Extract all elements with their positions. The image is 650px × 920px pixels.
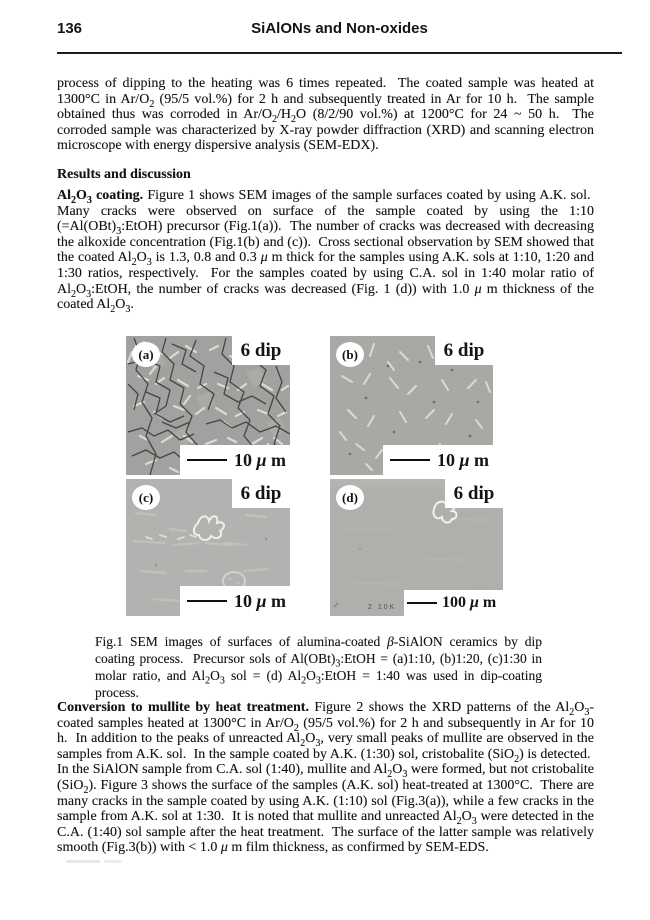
paragraph-al2o3-text: Figure 1 shows SEM images of the sample surfaces coated by using A.K. sol. Many cracks were observed on surface of the sample coated by using the 1:10 $(=Al(OBt)_3:EtOH)$ precursor (Fig.1(a)). The number of cracks was decreased with decreasing the alkoxide concentration (Fig.1(b) and (c)). Cross sectional observation by SEM showed that the coated $Al_2O_3$ is 1.3, 0.8 and 0.3 μ m thick for the samples using A.K. sols at 1:10, 1:20 and 1:30 ratios, respectively. For the samples coated by using C.A. sol in 1:40 molar ratio of $Al_2O_3:EtOH$, the number of cracks was decreased (Fig. 1 (d)) with 1.0 μ m thickness of the coated $Al_2O_3$. — [57, 188, 594, 315]
running-title: SiAlONs and Non-oxides — [251, 20, 428, 37]
paragraph-lead-conversion: Conversion to mullite by heat treatment. — [57, 700, 309, 715]
scale-bar-box-b — [383, 445, 493, 475]
panel-label-c: (c) — [132, 485, 160, 510]
scale-label-b: 10 μ m — [437, 449, 490, 470]
header-rule — [57, 52, 622, 54]
paragraph-experimental: process of dipping to the heating was 6 times repeated. The coated sample was heated at 1300°C in $Ar/O_2$ (95/5 vol.%) for 2 h and subsequently treated in Ar for 10 h. The sample obtained thus was corroded in $Ar/O_2/H_2O$ (8/2/90 vol.%) at 1200°C for 24 ~ 50 h. The corroded sample was characterized by X-ray powder diffraction (XRD) and scanning electron microscope with energy dispersive analysis (SEM-EDX). — [57, 76, 595, 154]
figure-1-caption: Fig.1 SEM images of surfaces of alumina-coated β-SiAlON ceramics by dip coating process. Precursor sols of $Al(OBt)_3:EtOH$ = (a)1:10, (b)1:20, (c)1:30 in molar ratio, and $Al_2O_3$ sol = (d) $Al_2O_3:EtOH$ = 1:40 was used in dip-coating process. — [95, 634, 542, 700]
panel-label-a: (a) — [132, 342, 160, 367]
scale-bar-line-a — [187, 459, 227, 462]
dip-count-label-d: 6 dip — [445, 479, 503, 508]
scale-bar-line-c — [187, 600, 227, 603]
scale-bar-line-b — [390, 459, 430, 462]
scan-noise-mark — [104, 860, 122, 863]
sem-metadata-text-d: 2 10K — [368, 604, 397, 611]
sem-image-panel-b — [330, 336, 493, 475]
paragraph-mullite-conversion — [57, 700, 594, 856]
sem-image-panel-a — [126, 336, 290, 475]
paragraph-lead-al2o3: $Al_2O_3$ coating. — [57, 188, 144, 206]
scale-bar-box-c — [180, 586, 290, 616]
page-number: 136 — [57, 20, 83, 37]
panel-label-d: (d) — [336, 485, 364, 510]
scan-noise-mark — [66, 860, 100, 863]
sem-image-panel-c — [126, 479, 290, 616]
section-heading-results: Results and discussion — [57, 167, 191, 182]
dip-count-label-c: 6 dip — [232, 479, 290, 508]
scale-label-a: 10 μ m — [234, 449, 287, 470]
paragraph-conversion-text: Figure 2 shows the XRD patterns of the $Al_2O_3$-coated samples heated at 1300°C in $Ar/O_2$ (95/5 vol.%) for 2 h and subsequently in Ar for 10 h. In addition to the peaks of unreacted $Al_2O_3$, very small peaks of mullite are observed in the samples from A.K. sol. In the sample coated by A.K. (1:30) sol, cristobalite (SiO$_2$) is detected. In the SiAlON sample from C.A. sol (1:40), mullite and $Al_2O_3$ were formed, but not cristobalite (SiO$_2$). Figure 3 shows the surface of the samples (A.K. sol) heat-treated at 1300°C. There are many cracks in the sample coated by using A.K. (1:10) sol (Fig.3(a)), while a few cracks in the sample from A.K. sol at 1:30. It is noted that mullite and unreacted $Al_2O_3$ were detected in the C.A. (1:40) sol sample after the heat treatment. The surface of the latter sample was relatively smooth (Fig.3(b)) with < 1.0 μ m film thickness, as confirmed by SEM-EDS. — [57, 700, 595, 856]
scale-bar-box-a — [180, 445, 290, 475]
scale-bar-line-d — [407, 602, 437, 605]
sem-image-panel-d — [330, 479, 503, 616]
dip-count-label-a: 6 dip — [232, 336, 290, 365]
paragraph-al2o3-coating — [57, 188, 594, 313]
scale-label-c: 10 μ m — [234, 590, 287, 611]
scale-label-d: 100 μ m — [442, 594, 497, 611]
scale-bar-box-d — [404, 590, 503, 616]
dip-count-label-b: 6 dip — [435, 336, 493, 365]
panel-label-b: (b) — [336, 342, 364, 367]
